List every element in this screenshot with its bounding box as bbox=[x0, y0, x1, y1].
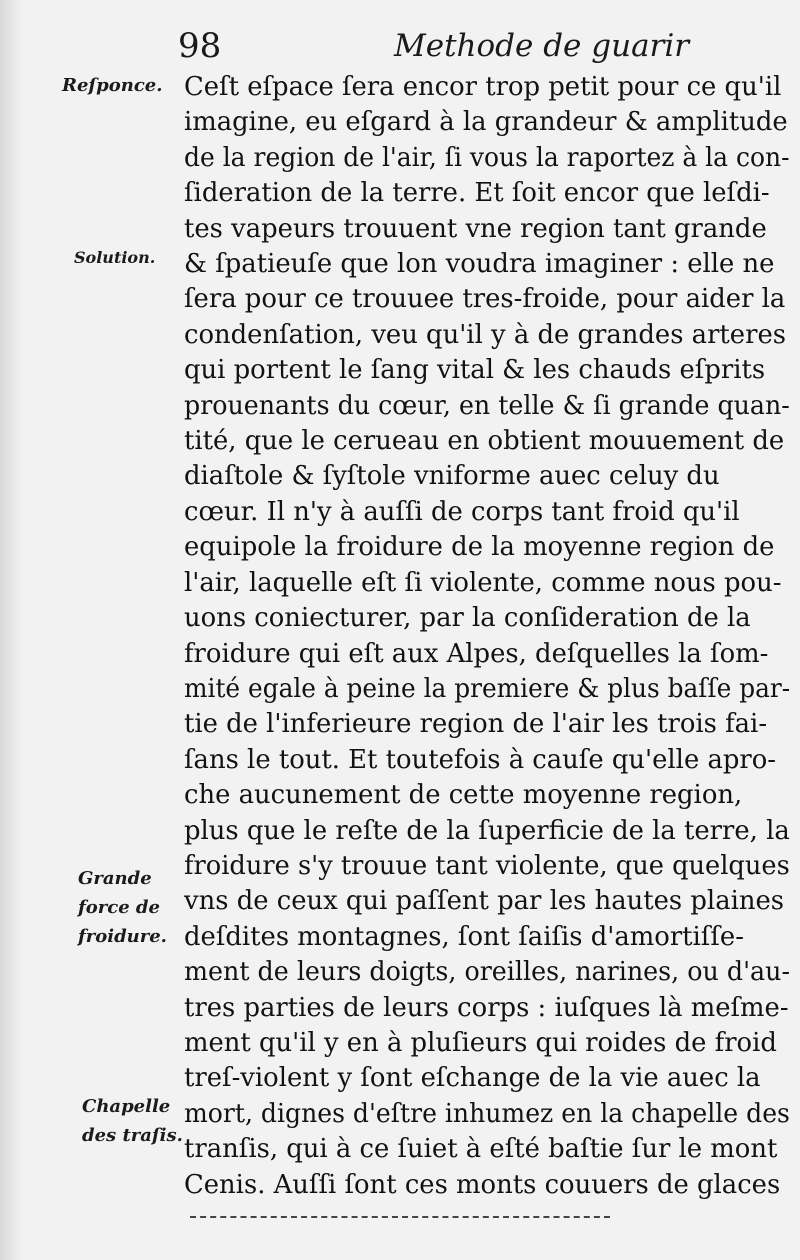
text-line: tes vapeurs trouuent vne region tant grande bbox=[184, 213, 767, 244]
page-number: 98 bbox=[178, 26, 222, 66]
text-line: che aucunement de cette moyenne region, bbox=[184, 780, 743, 811]
margin-note-line: Chapelle bbox=[82, 1096, 171, 1117]
margin-notes bbox=[0, 0, 183, 1260]
running-head: Methode de guarir bbox=[394, 28, 690, 64]
margin-note-line: Reſponce. bbox=[62, 75, 163, 96]
text-line: condenſation, veu qu'il y à de grandes arteres bbox=[184, 319, 786, 350]
margin-note-line: force de bbox=[78, 897, 160, 918]
margin-note-line: Solution. bbox=[74, 248, 156, 267]
margin-note-line: Grande bbox=[78, 868, 152, 889]
text-line: qui portent le ſang vital & les chauds eſprits bbox=[184, 355, 766, 386]
text-line: ſideration de la terre. Et ſoit encor que leſdi- bbox=[184, 178, 770, 209]
margin-note-line: des traſis. bbox=[82, 1125, 183, 1146]
text-line: uons coniecturer, par la conſideration de la bbox=[184, 603, 751, 634]
text-line: vns de ceux qui paſſent par les hautes plaines bbox=[184, 886, 785, 917]
text-line: froidure qui eſt aux Alpes, deſquelles la ſom- bbox=[184, 638, 769, 669]
text-line: froidure s'y trouue tant violente, que quelques bbox=[184, 850, 790, 881]
text-line: cœur. Il n'y à auſſi de corps tant froid qu'il bbox=[184, 496, 740, 527]
text-line: tranſis, qui à ce ſuiet à eſté baſtie ſur le mont bbox=[184, 1134, 778, 1165]
margin-note-responce bbox=[62, 74, 163, 98]
margin-note-solution bbox=[74, 246, 155, 270]
margin-note-grande-force bbox=[78, 864, 167, 951]
text-line: tie de l'inferieure region de l'air les trois fai- bbox=[184, 709, 768, 740]
text-line: mort, dignes d'eſtre inhumez en la chapelle des bbox=[184, 1098, 790, 1129]
text-line: tres parties de leurs corps : iuſques là meſme- bbox=[184, 992, 789, 1023]
text-line: ſera pour ce trouuee tres-froide, pour aider la bbox=[184, 284, 786, 315]
text-line: diaſtole & ſyſtole vniforme auec celuy du bbox=[184, 461, 720, 492]
body-text bbox=[184, 70, 794, 1203]
text-line: ſans le tout. Et toutefois à cauſe qu'elle apro- bbox=[184, 744, 776, 775]
text-line: & ſpatieuſe que lon voudra imaginer : elle ne bbox=[184, 249, 775, 280]
text-line: prouenants du cœur, en telle & ſi grande quan- bbox=[184, 390, 790, 421]
text-line: imagine, eu eſgard à la grandeur & amplitude bbox=[184, 107, 788, 138]
text-line: Ceſt eſpace ſera encor trop petit pour ce qu'il bbox=[184, 72, 782, 102]
margin-note-chapelle bbox=[82, 1092, 183, 1150]
bottom-rule bbox=[190, 1216, 610, 1218]
text-line: Cenis. Auſſi ſont ces monts couuers de glaces bbox=[184, 1169, 781, 1200]
text-line: treſ-violent y ſont eſchange de la vie auec la bbox=[184, 1063, 761, 1094]
margin-note-line: froidure. bbox=[78, 926, 167, 947]
text-line: de la region de l'air, ſi vous la raportez à la con- bbox=[184, 142, 790, 173]
text-line: l'air, laquelle eſt ſi violente, comme nous pou- bbox=[184, 567, 782, 598]
text-line: equipole la froidure de la moyenne region de bbox=[184, 532, 775, 563]
text-line: plus que le reſte de la ſuperficie de la terre, la bbox=[184, 815, 790, 846]
text-line: ment qu'il y en à pluſieurs qui roides de froid bbox=[184, 1027, 777, 1058]
text-line: deſdites montagnes, ſont ſaiſis d'amortiſſe- bbox=[184, 921, 744, 952]
text-line: mité egale à peine la premiere & plus baſſe par- bbox=[184, 673, 791, 704]
text-line: ment de leurs doigts, oreilles, narines, ou d'au- bbox=[184, 957, 791, 988]
text-line: tité, que le cerueau en obtient mouuement de bbox=[184, 426, 785, 457]
